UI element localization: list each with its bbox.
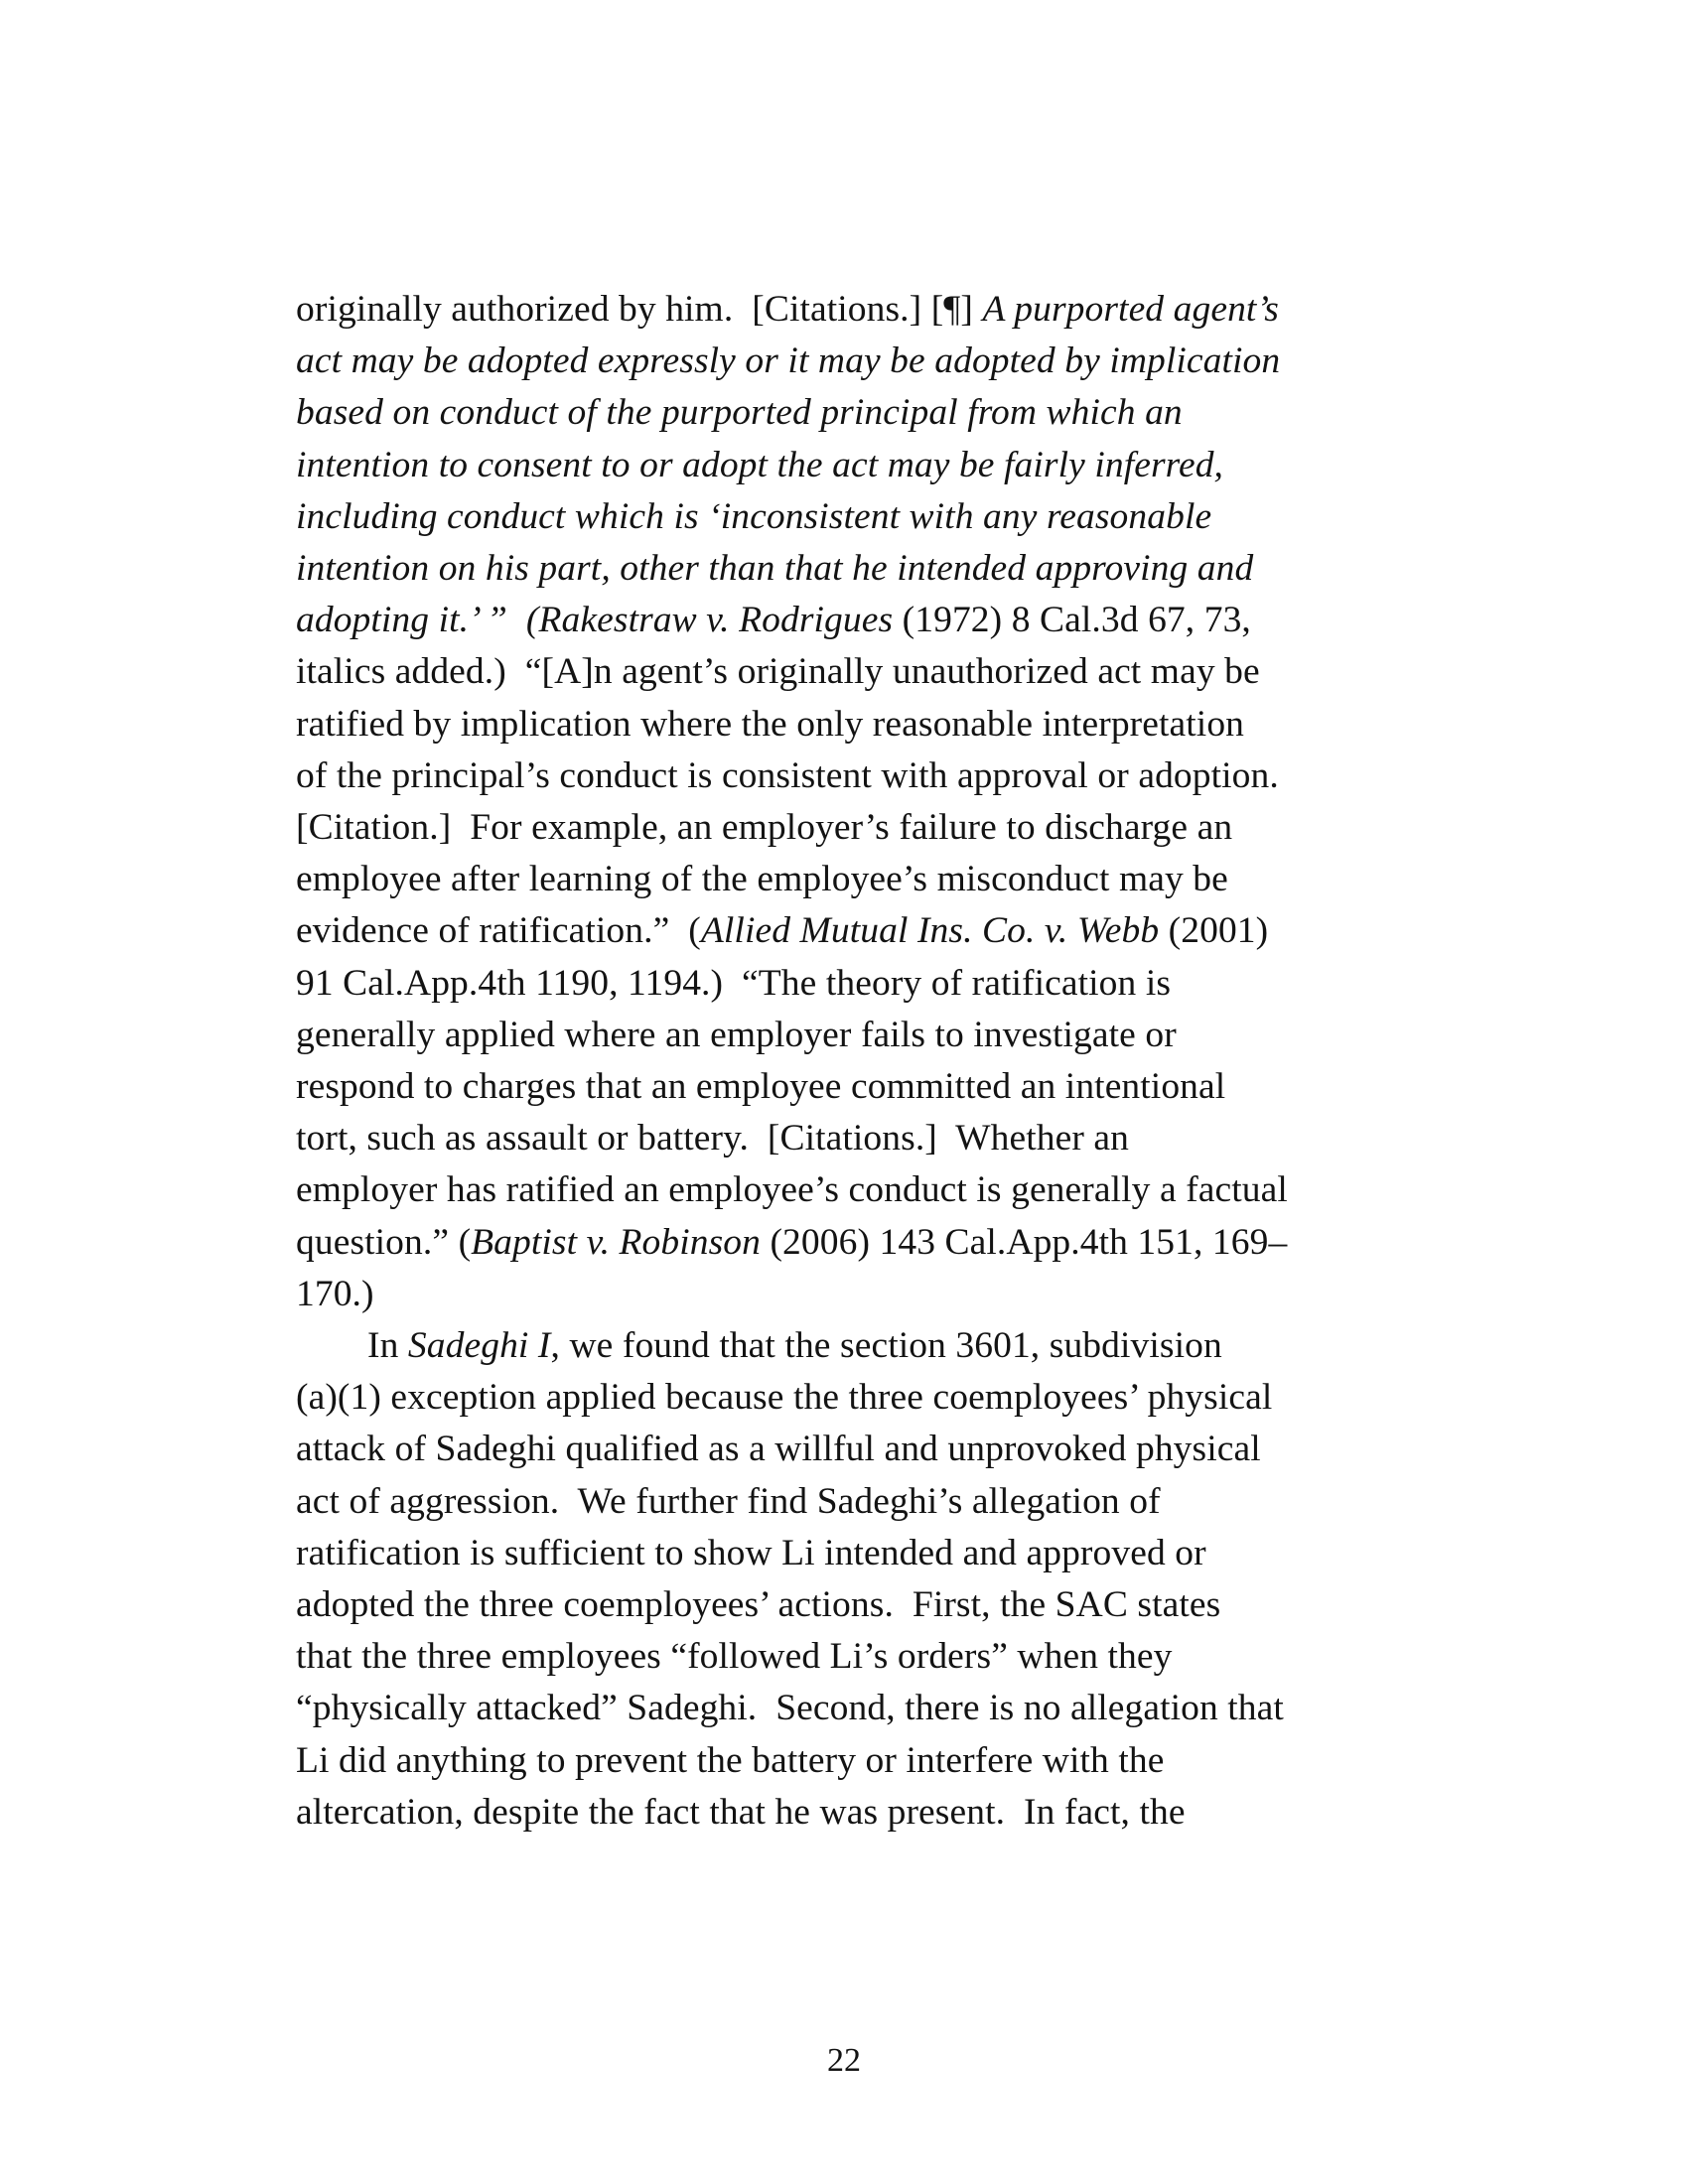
text-line <box>296 958 1393 1010</box>
paragraph <box>296 1320 1393 1839</box>
text-line <box>296 1424 1393 1475</box>
roman-text: originally authorized by him. [Citations.] [¶] <box>296 289 983 330</box>
roman-text: evidence of ratification.” ( <box>296 910 701 952</box>
roman-text: , we found that the section 3601, subdivision <box>550 1325 1222 1367</box>
roman-text: [Citation.] For example, an employer’s failure to discharge an <box>296 807 1233 849</box>
text-line <box>296 1010 1393 1061</box>
text-line <box>296 854 1393 905</box>
roman-text: employee after learning of the employee’s misconduct may be <box>296 859 1228 900</box>
roman-text: act of aggression. We further find Sadeghi’s allegation of <box>296 1480 1161 1522</box>
text-line <box>296 1320 1393 1372</box>
text-line <box>296 1061 1393 1113</box>
roman-text: In <box>367 1325 408 1367</box>
text-line <box>296 699 1393 751</box>
italic-text: based on conduct of the purported principal from which an <box>296 392 1183 434</box>
text-line <box>296 336 1393 387</box>
text-line <box>296 491 1393 543</box>
text-line <box>296 1269 1393 1320</box>
text-line <box>296 1113 1393 1164</box>
text-line <box>296 1164 1393 1216</box>
page-number: 22 <box>827 2042 861 2079</box>
text-line <box>296 284 1393 336</box>
italic-text: including conduct which is ‘inconsistent with any reasonable <box>296 495 1212 537</box>
italic-text: intention to consent to or adopt the act may be fairly inferred, <box>296 444 1224 485</box>
text-line <box>296 1683 1393 1734</box>
roman-text: of the principal’s conduct is consistent with approval or adoption. <box>296 754 1279 796</box>
italic-text: Allied Mutual Ins. Co. v. Webb <box>700 910 1160 952</box>
italic-text: act may be adopted expressly or it may be adopted by implication <box>296 341 1281 382</box>
text-line <box>296 440 1393 491</box>
roman-text: that the three employees “followed Li’s orders” when they <box>296 1636 1173 1678</box>
roman-text: Li did anything to prevent the battery or interfere with the <box>296 1739 1165 1781</box>
roman-text: employer has ratified an employee’s conduct is generally a factual <box>296 1169 1288 1211</box>
text-line <box>296 1476 1393 1528</box>
roman-text: 91 Cal.App.4th 1190, 1194.) “The theory of ratification is <box>296 962 1172 1004</box>
italic-text: A purported agent’s <box>982 289 1279 330</box>
roman-text: (2006) 143 Cal.App.4th 151, 169– <box>760 1221 1288 1263</box>
roman-text: (a)(1) exception applied because the three coemployees’ physical <box>296 1377 1273 1419</box>
roman-text: tort, such as assault or battery. [Citations.] Whether an <box>296 1118 1130 1160</box>
italic-text: Baptist v. Robinson <box>471 1221 761 1263</box>
italic-text: Sadeghi I <box>407 1325 551 1367</box>
text-line <box>296 1631 1393 1683</box>
text-line <box>296 595 1393 646</box>
text-line <box>296 1372 1393 1424</box>
paragraph <box>296 284 1393 1320</box>
roman-text: 170.) <box>296 1273 374 1314</box>
text-line <box>296 1528 1393 1579</box>
roman-text: ratified by implication where the only reasonable interpretation <box>296 703 1245 745</box>
roman-text: adopted the three coemployees’ actions. First, the SAC states <box>296 1584 1221 1626</box>
roman-text: respond to charges that an employee committed an intentional <box>296 1066 1226 1108</box>
text-line <box>296 1735 1393 1787</box>
roman-text: attack of Sadeghi qualified as a willful and unprovoked physical <box>296 1429 1261 1470</box>
roman-text: altercation, despite the fact that he was present. In fact, the <box>296 1791 1186 1833</box>
roman-text: ratification is sufficient to show Li intended and approved or <box>296 1532 1206 1573</box>
roman-text: italics added.) “[A]n agent’s originally unauthorized act may be <box>296 651 1260 693</box>
text-line <box>296 1787 1393 1839</box>
text-line <box>296 1579 1393 1631</box>
text-line <box>296 387 1393 439</box>
text-line <box>296 751 1393 802</box>
italic-text: intention on his part, other than that he intended approving and <box>296 548 1254 590</box>
roman-text: (1972) 8 Cal.3d 67, 73, <box>893 600 1251 641</box>
text-line <box>296 802 1393 854</box>
roman-text: generally applied where an employer fails to investigate or <box>296 1014 1177 1055</box>
text-line <box>296 543 1393 595</box>
roman-text: question.” ( <box>296 1221 472 1263</box>
italic-text: adopting it.’ ” ( <box>296 600 539 641</box>
text-line <box>296 905 1393 957</box>
text-line <box>296 646 1393 698</box>
italic-text: Rakestraw v. Rodrigues <box>538 600 894 641</box>
text-line <box>296 1217 1393 1269</box>
document-body <box>296 284 1393 1839</box>
roman-text: “physically attacked” Sadeghi. Second, there is no allegation that <box>296 1688 1284 1729</box>
roman-text: (2001) <box>1159 910 1269 952</box>
